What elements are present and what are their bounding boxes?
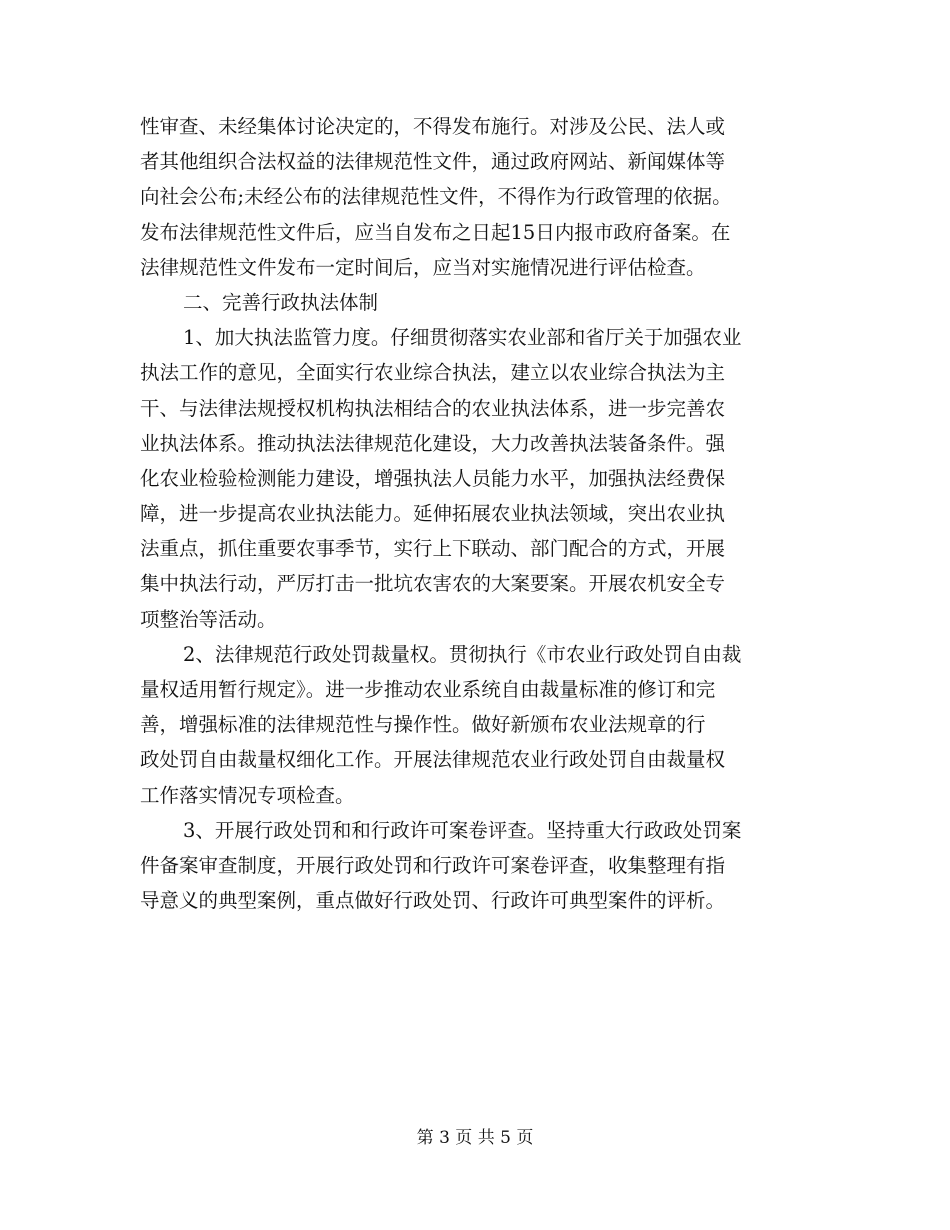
paragraph-1 — [140, 320, 820, 637]
text-line: 法重点，抓住重要农事季节，实行上下联动、部门配合的方式，开展 — [140, 537, 726, 561]
page-number-footer: 第 3 页 共 5 页 — [416, 1128, 534, 1148]
text-line: 业执法体系。推动执法法律规范化建设，大力改善执法装备条件。强 — [140, 431, 726, 455]
text-line: 执法工作的意见，全面实行农业综合执法，建立以农业综合执法为主 — [140, 361, 726, 385]
text-line: 政处罚自由裁量权细化工作。开展法律规范农业行政处罚自由裁量权 — [140, 748, 726, 772]
paragraph-2 — [140, 637, 820, 813]
text-line: 量权适用暂行规定》。进一步推动农业系统自由裁量标准的修订和完 — [140, 678, 716, 701]
text-line: 善，增强标准的法律规范性与操作性。做好新颁布农业法规章的行 — [140, 713, 706, 737]
document-body — [140, 109, 820, 918]
text-line: 1、加大执法监管力度。仔细贯彻落实农业部和省厅关于加强农业 — [183, 326, 742, 350]
text-line: 项整治等活动。 — [140, 607, 277, 631]
section-heading: 二、完善行政执法体制 — [183, 290, 379, 314]
text-line: 向社会公布;未经公布的法律规范性文件，不得作为行政管理的依据。 — [140, 185, 732, 209]
text-line: 集中执法行动，严厉打击一批坑农害农的大案要案。开展农机安全专 — [140, 572, 726, 596]
text-line: 干、与法律法规授权机构执法相结合的农业执法体系，进一步完善农 — [140, 396, 726, 420]
text-line: 法律规范性文件发布一定时间后，应当对实施情况进行评估检查。 — [140, 255, 706, 279]
text-line: 2、法律规范行政处罚裁量权。贯彻执行《市农业行政处罚自由裁 — [183, 642, 742, 666]
text-line: 发布法律规范性文件后，应当自发布之日起15日内报市政府备案。在 — [140, 220, 731, 244]
text-line: 化农业检验检测能力建设，增强执法人员能力水平，加强执法经费保 — [140, 466, 726, 490]
text-line: 者其他组织合法权益的法律规范性文件，通过政府网站、新闻媒体等 — [140, 150, 726, 174]
paragraph-3 — [140, 813, 820, 919]
text-line: 性审查、未经集体讨论决定的，不得发布施行。对涉及公民、法人或 — [140, 115, 726, 138]
text-line: 工作落实情况专项检查。 — [140, 783, 355, 807]
text-line: 件备案审查制度，开展行政处罚和行政许可案卷评查，收集整理有指 — [140, 853, 726, 877]
text-line: 3、开展行政处罚和和行政许可案卷评查。坚持重大行政政处罚案 — [183, 818, 742, 842]
text-line: 障，进一步提高农业执法能力。延伸拓展农业执法领域，突出农业执 — [140, 502, 726, 526]
text-line: 导意义的典型案例，重点做好行政处罚、行政许可典型案件的评析。 — [140, 889, 726, 913]
